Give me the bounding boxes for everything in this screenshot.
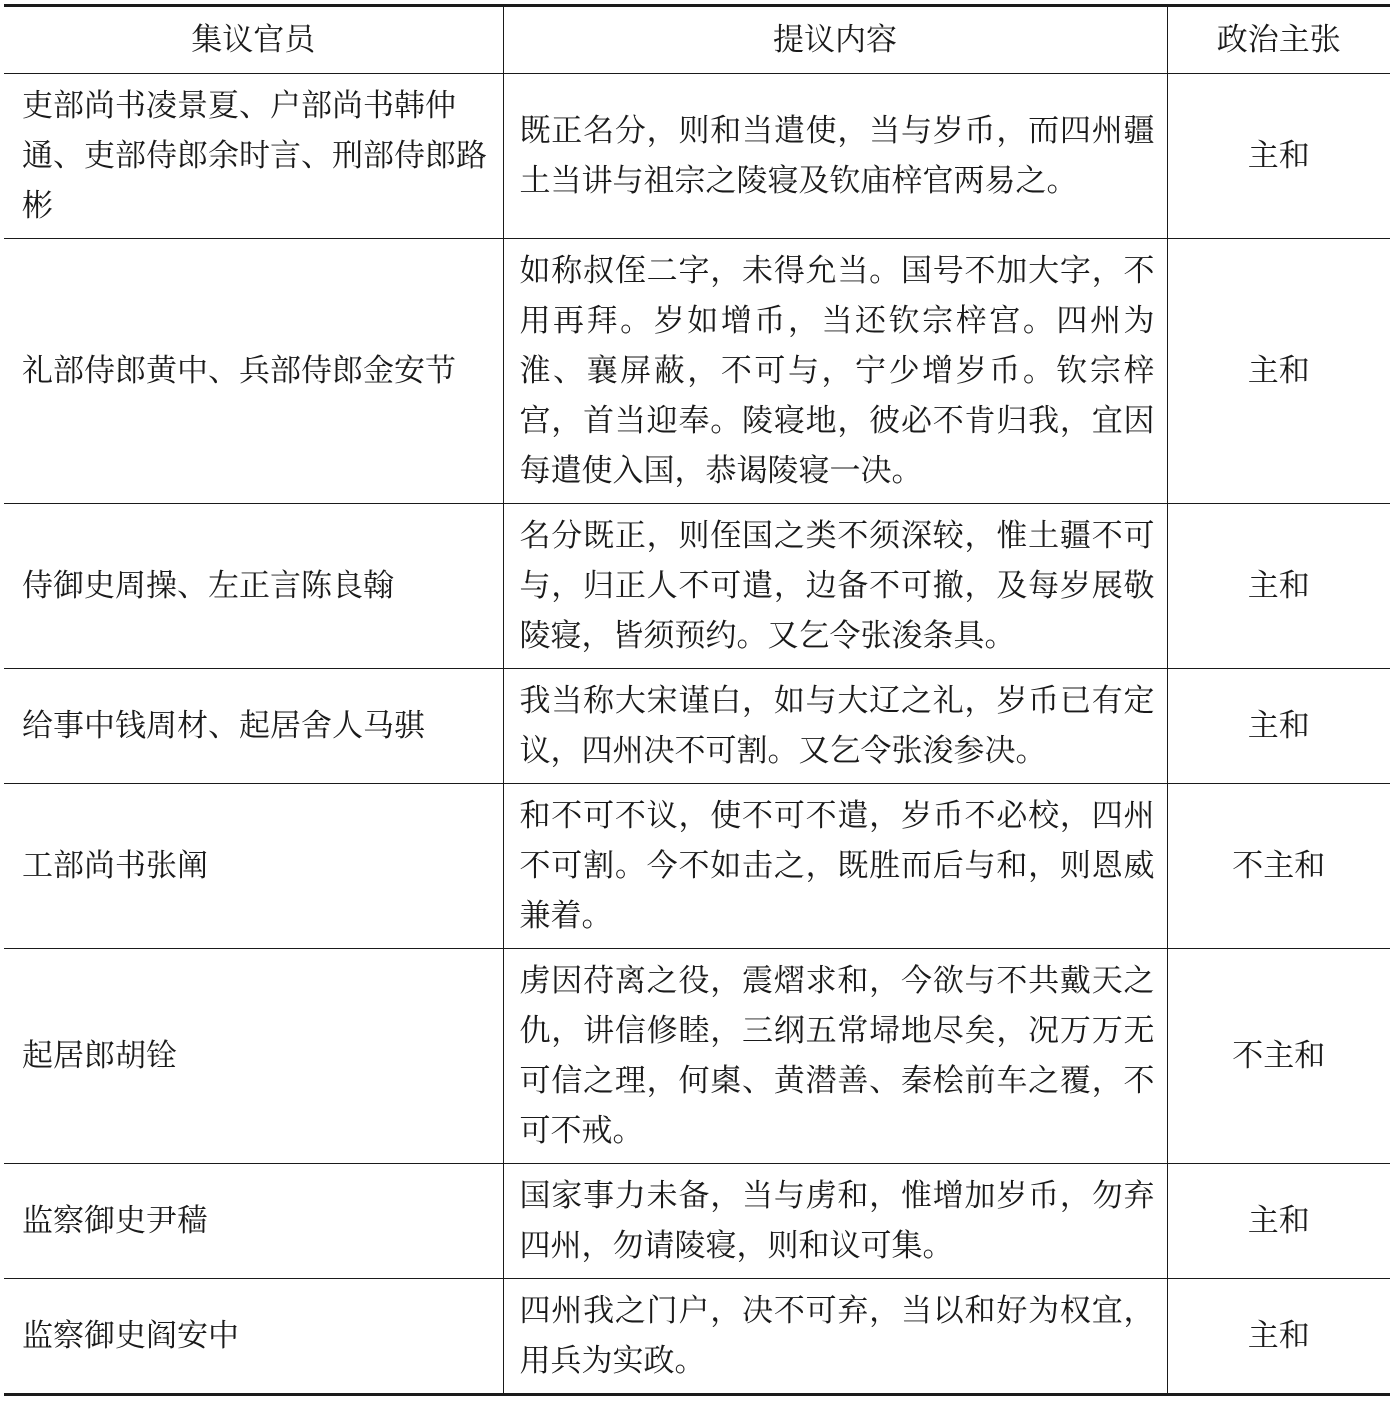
cell-officials: 侍御史周操、左正言陈良翰	[4, 504, 503, 669]
cell-proposal: 如称叔侄二字，未得允当。国号不加大字，不用再拜。岁如增币，当还钦宗梓宫。四州为淮、襄屏蔽，不可与，宁少增岁币。钦宗梓宫，首当迎奉。陵寝地，彼必不肯归我，宜因每遣使入国，恭谒陵寝一决。	[503, 239, 1167, 504]
cell-stance: 不主和	[1167, 949, 1390, 1164]
table-row	[4, 784, 1390, 949]
header-proposal: 提议内容	[503, 6, 1167, 74]
cell-officials: 工部尚书张阐	[4, 784, 503, 949]
header-row	[4, 6, 1390, 74]
cell-stance: 主和	[1167, 504, 1390, 669]
cell-stance: 主和	[1167, 669, 1390, 784]
cell-proposal: 虏因苻离之役，震熠求和，今欲与不共戴天之仇，讲信修睦，三纲五常埽地尽矣，况万万无可信之理，何㮚、黄潜善、秦桧前车之覆，不可不戒。	[503, 949, 1167, 1164]
cell-proposal: 既正名分，则和当遣使，当与岁币，而四州疆土当讲与祖宗之陵寝及钦庙梓官两易之。	[503, 74, 1167, 239]
cell-officials: 监察御史阎安中	[4, 1279, 503, 1395]
cell-stance: 主和	[1167, 74, 1390, 239]
cell-officials: 起居郎胡铨	[4, 949, 503, 1164]
cell-officials: 吏部尚书凌景夏、户部尚书韩仲通、吏部侍郎余时言、刑部侍郎路彬	[4, 74, 503, 239]
cell-proposal: 我当称大宋谨白，如与大辽之礼，岁币已有定议，四州决不可割。又乞令张浚参决。	[503, 669, 1167, 784]
table-header	[4, 6, 1390, 74]
table-row	[4, 74, 1390, 239]
cell-stance: 主和	[1167, 239, 1390, 504]
cell-proposal: 四州我之门户，决不可弃，当以和好为权宜，用兵为实政。	[503, 1279, 1167, 1395]
policy-table	[4, 4, 1390, 1396]
cell-stance: 主和	[1167, 1279, 1390, 1395]
cell-stance: 不主和	[1167, 784, 1390, 949]
table-row	[4, 504, 1390, 669]
table-body	[4, 74, 1390, 1395]
cell-officials: 给事中钱周材、起居舍人马骐	[4, 669, 503, 784]
header-stance: 政治主张	[1167, 6, 1390, 74]
cell-proposal: 名分既正，则侄国之类不须深较，惟土疆不可与，归正人不可遣，边备不可撤，及每岁展敬陵寝，皆须预约。又乞令张浚条具。	[503, 504, 1167, 669]
cell-proposal: 国家事力未备，当与虏和，惟增加岁币，勿弃四州，勿请陵寝，则和议可集。	[503, 1164, 1167, 1279]
cell-officials: 监察御史尹穑	[4, 1164, 503, 1279]
cell-stance: 主和	[1167, 1164, 1390, 1279]
table-row	[4, 1164, 1390, 1279]
header-officials: 集议官员	[4, 6, 503, 74]
table-row	[4, 949, 1390, 1164]
cell-officials: 礼部侍郎黄中、兵部侍郎金安节	[4, 239, 503, 504]
cell-proposal: 和不可不议，使不可不遣，岁币不必校，四州不可割。今不如击之，既胜而后与和，则恩威兼着。	[503, 784, 1167, 949]
table-row	[4, 1279, 1390, 1395]
table-row	[4, 239, 1390, 504]
table-row	[4, 669, 1390, 784]
